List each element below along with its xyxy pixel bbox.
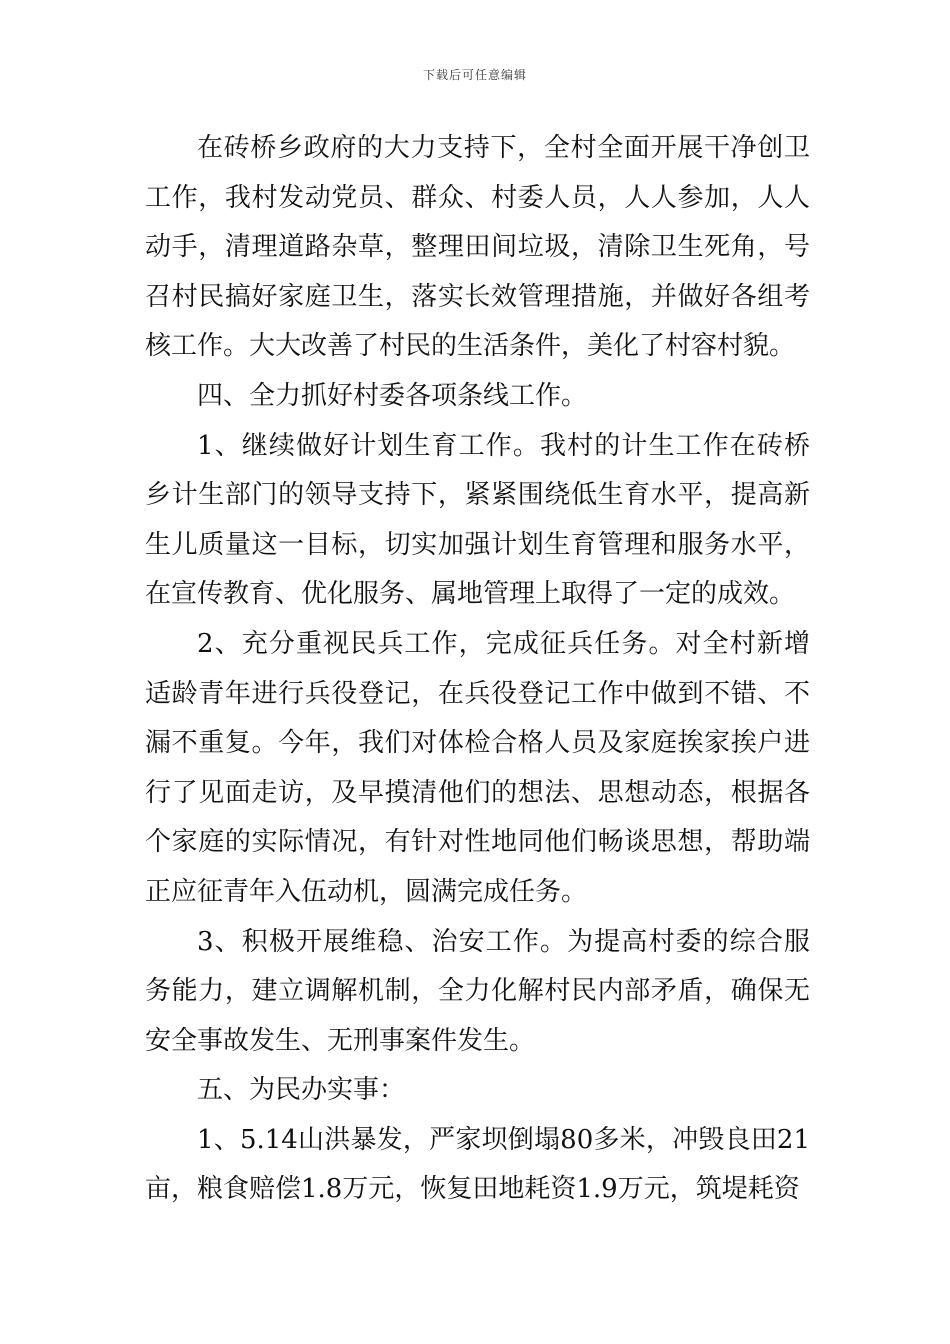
section-heading-five: 五、为民办实事： [197,1075,406,1106]
paragraph-public-security: 3、积极开展维稳、治安工作。为提高村委的综合服务能力，建立调解机制，全力化解村民内部矛盾，确保无安全事故发生、无刑事案件发生。 [145,926,810,1056]
paragraph-militia: 2、充分重视民兵工作，完成征兵任务。对全村新增适龄青年进行兵役登记，在兵役登记工作中做到不错、不漏不重复。今年，我们对体检合格人员及家庭挨家挨户进行了见面走访，及早摸清他们的想法、思想动态，根据各个家庭的实际情况，有针对性地同他们畅谈思想，帮助端正应征青年入伍动机，圆满完成任务。 [145,628,810,907]
paragraph-family-planning: 1、继续做好计划生育工作。我村的计生工作在砖桥乡计生部门的领导支持下，紧紧围绕低生育水平，提高新生儿质量这一目标，切实加强计划生育管理和服务水平，在宣传教育、优化服务、属地管理上取得了一定的成效。 [145,430,810,610]
paragraph-sanitation: 在砖桥乡政府的大力支持下，全村全面开展干净创卫工作，我村发动党员、群众、村委人员，人人参加，人人动手，清理道路杂草，整理田间垃圾，清除卫生死角，号召村民搞好家庭卫生，落实长效管理措施，并做好各组考核工作。大大改善了村民的生活条件，美化了村容村貌。 [145,133,810,362]
document-body [145,124,810,1215]
paragraph-flood: 1、5.14山洪暴发，严家坝倒塌80多米，冲毁良田21亩，粮食赔偿1.8万元，恢复田地耗资1.9万元，筑堤耗资 [145,1124,810,1205]
header-note: 下载后可任意编辑 [422,68,527,82]
section-heading-four: 四、全力抓好村委各项条线工作。 [197,380,588,411]
